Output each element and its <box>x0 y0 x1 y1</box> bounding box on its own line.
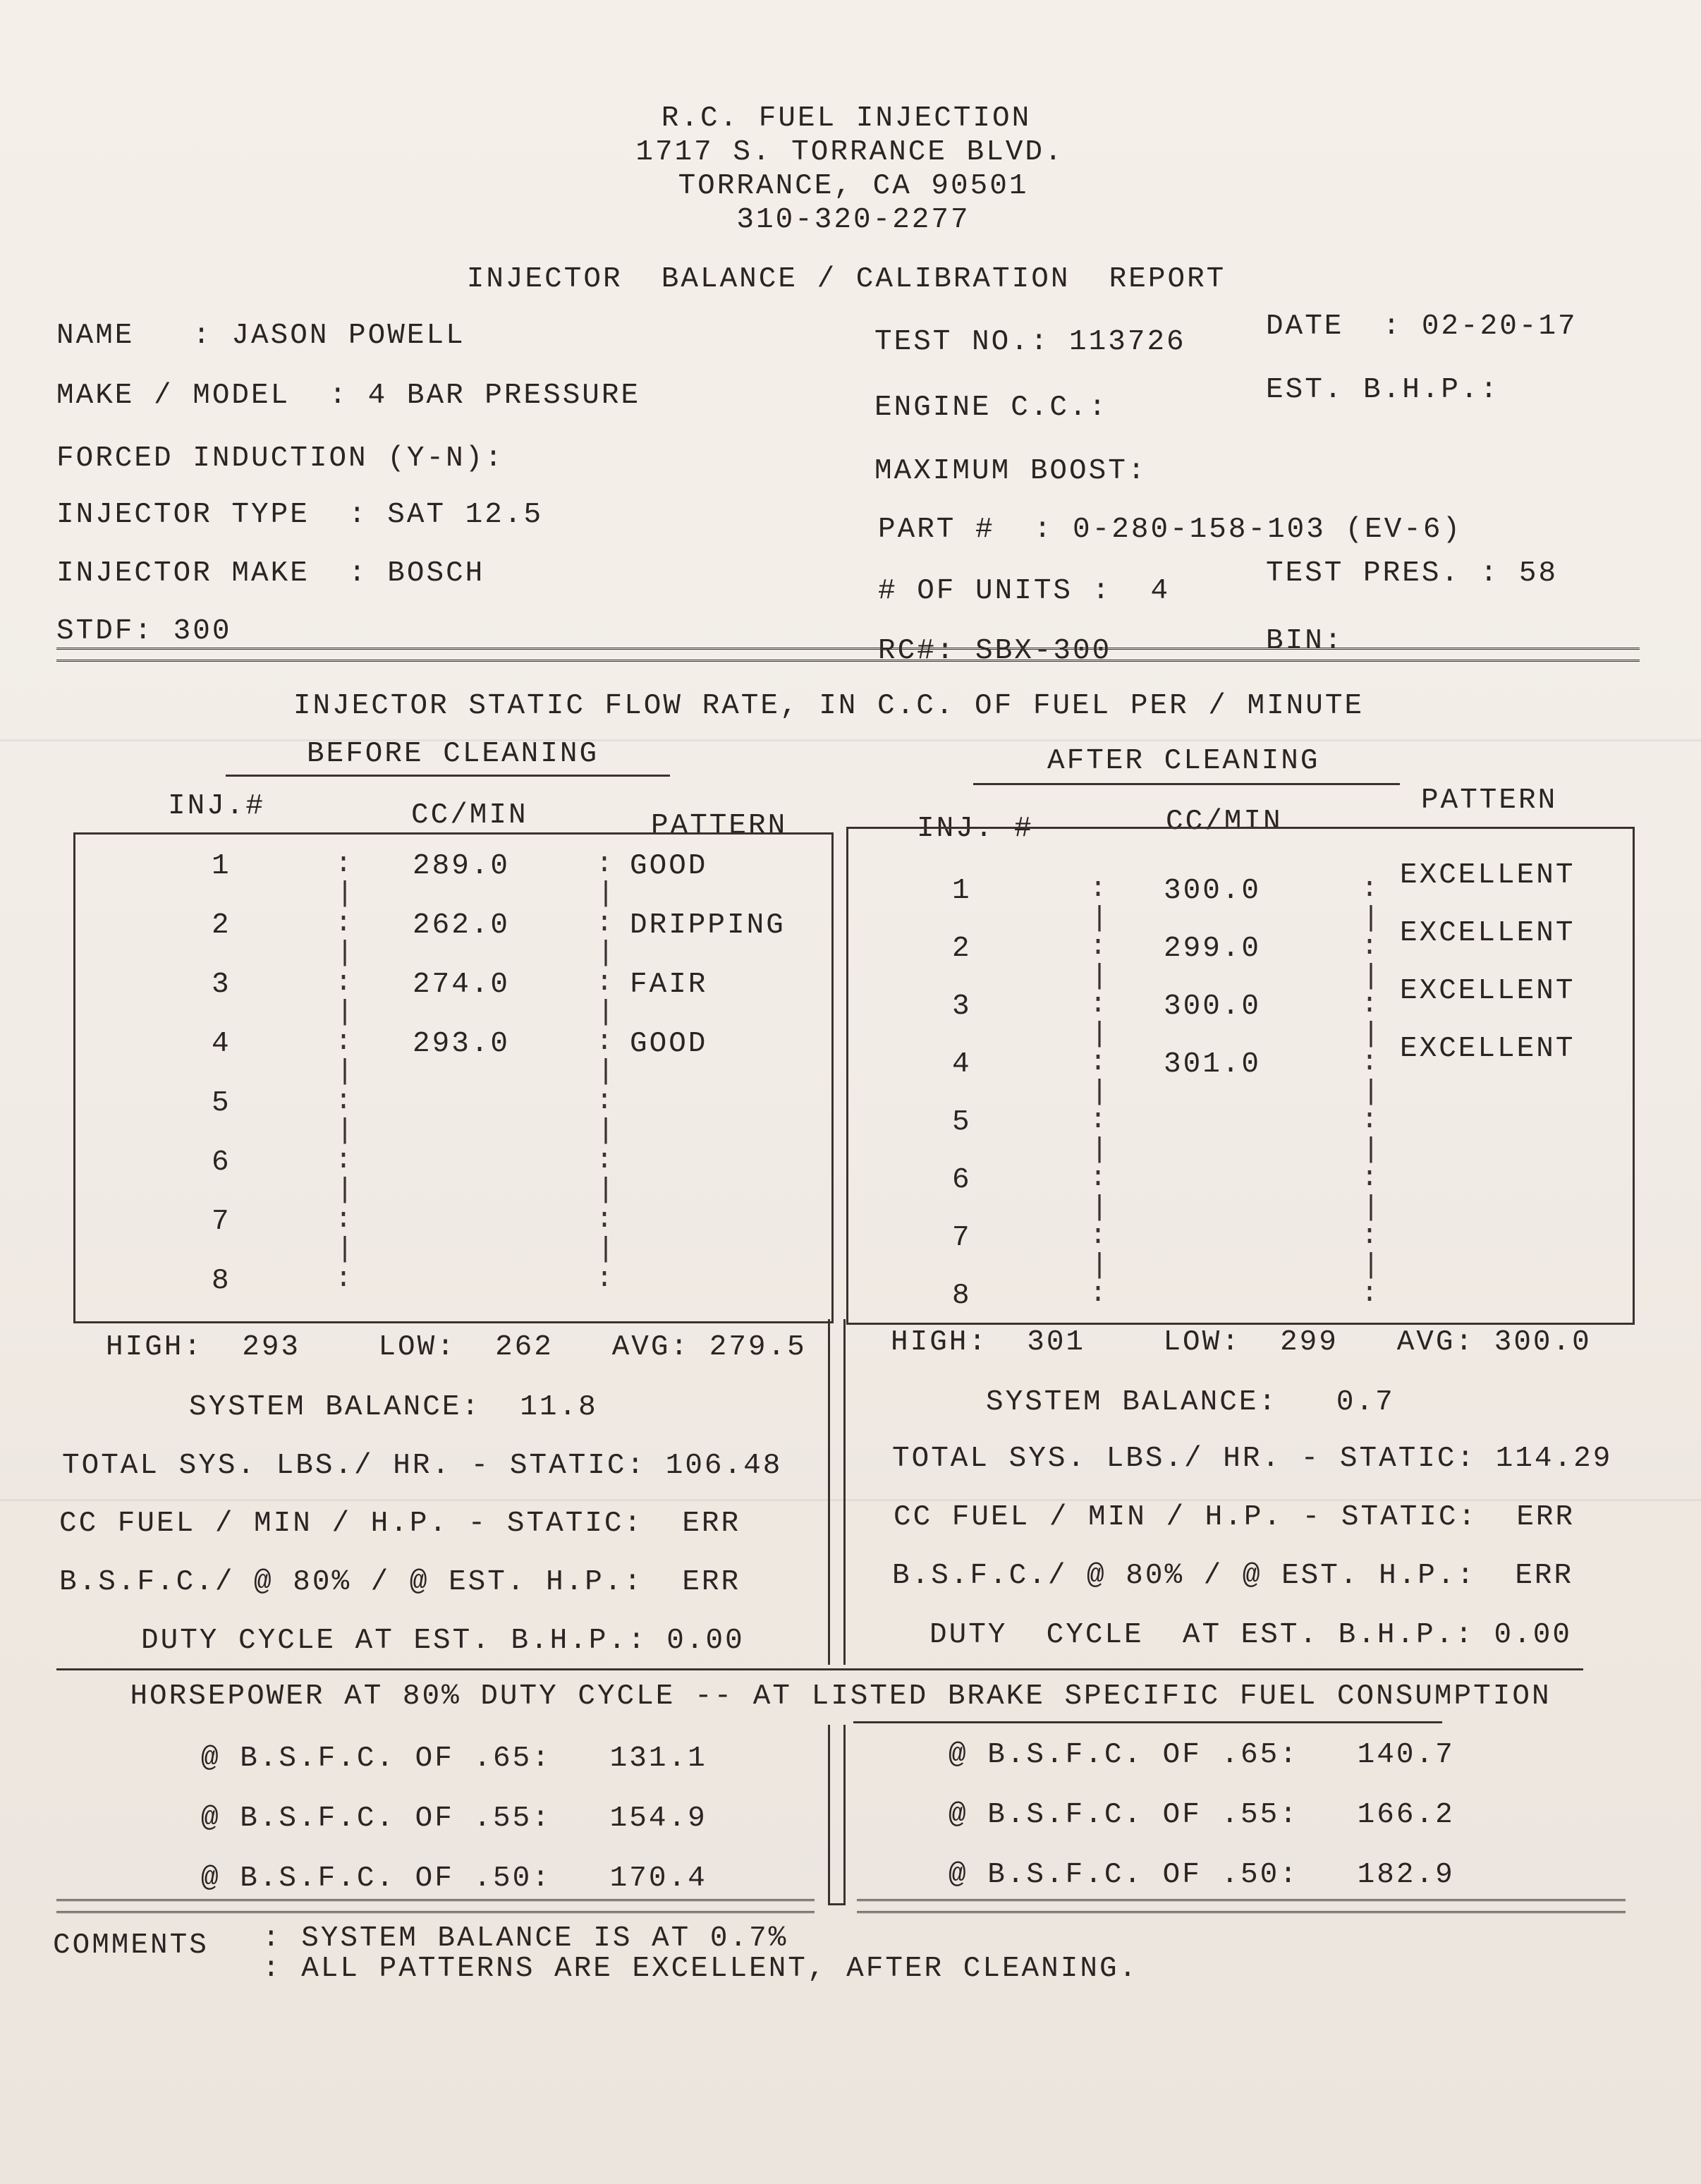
column-separator: : <box>596 908 614 940</box>
column-separator: | <box>1362 903 1380 935</box>
injector-make-field: INJECTOR MAKE : BOSCH <box>56 557 485 590</box>
injector-number: 5 <box>212 1087 231 1120</box>
after-heading-rule <box>973 783 1400 785</box>
after-col-ccmin: CC/MIN <box>1166 806 1283 838</box>
injector-number: 7 <box>212 1206 231 1238</box>
column-separator: | <box>1362 1192 1380 1224</box>
before-stats: HIGH: 293 LOW: 262 AVG: 279.5 <box>106 1331 807 1364</box>
column-separator: : <box>335 1145 353 1177</box>
column-separator: | <box>336 1175 354 1206</box>
before-heading-rule <box>226 775 670 777</box>
comment-line-1: : SYSTEM BALANCE IS AT 0.7% <box>262 1922 788 1955</box>
column-separator: : <box>1090 1220 1107 1252</box>
column-separator: : <box>1361 1047 1379 1079</box>
spray-pattern: GOOD <box>630 1028 708 1060</box>
column-separator: : <box>1361 1163 1379 1194</box>
injector-number: 2 <box>952 933 972 965</box>
injector-number: 6 <box>212 1146 231 1179</box>
spray-pattern: EXCELLENT <box>1400 859 1575 892</box>
column-separator: | <box>1091 961 1109 993</box>
bin-field: BIN: <box>1266 625 1344 657</box>
column-separator: | <box>336 997 354 1029</box>
double-rule <box>56 648 1640 662</box>
injector-number: 7 <box>952 1222 972 1254</box>
injector-number: 5 <box>952 1106 972 1139</box>
spray-pattern: EXCELLENT <box>1400 975 1575 1007</box>
after-duty-cycle: DUTY CYCLE AT EST. B.H.P.: 0.00 <box>929 1619 1572 1651</box>
maximum-boost-field: MAXIMUM BOOST: <box>874 455 1147 487</box>
column-separator: | <box>1362 961 1380 993</box>
injector-number: 2 <box>212 909 231 942</box>
column-separator: | <box>1362 1076 1380 1108</box>
column-separator: | <box>597 997 615 1029</box>
column-separator: | <box>1091 1019 1109 1050</box>
horsepower-title: HORSEPOWER AT 80% DUTY CYCLE -- AT LISTED BRAKE SPECIFIC FUEL CONSUMPTION <box>130 1680 1551 1713</box>
column-separator: : <box>596 967 614 999</box>
column-separator: | <box>1091 1134 1109 1166</box>
column-separator: : <box>335 1263 353 1295</box>
hp-after-065: @ B.S.F.C. OF .65: 140.7 <box>949 1739 1455 1771</box>
column-separator: | <box>1091 903 1109 935</box>
before-col-pattern: PATTERN <box>651 810 788 842</box>
column-separator: | <box>597 1115 615 1147</box>
after-col-pattern: PATTERN <box>1421 784 1558 817</box>
injector-number: 1 <box>212 850 231 882</box>
injector-number: 8 <box>952 1280 972 1312</box>
column-separator: : <box>1090 1047 1107 1079</box>
hp-title-rule <box>853 1721 1442 1723</box>
column-separator: | <box>336 1234 354 1266</box>
column-separator: | <box>1091 1192 1109 1224</box>
before-cleaning-table <box>73 832 834 1323</box>
before-duty-cycle: DUTY CYCLE AT EST. B.H.P.: 0.00 <box>141 1625 745 1657</box>
flow-rate-value: 299.0 <box>1164 933 1262 965</box>
column-separator: : <box>335 967 353 999</box>
date-field: DATE : 02-20-17 <box>1266 310 1578 343</box>
company-address-line1: 1717 S. TORRANCE BLVD. <box>635 136 1064 169</box>
spray-pattern: DRIPPING <box>630 909 786 942</box>
flow-rate-value: 289.0 <box>413 850 511 882</box>
hp-before-065: @ B.S.F.C. OF .65: 131.1 <box>201 1742 707 1775</box>
before-total-sys: TOTAL SYS. LBS./ HR. - STATIC: 106.48 <box>62 1450 783 1482</box>
comment-line-2: : ALL PATTERNS ARE EXCELLENT, AFTER CLEANING. <box>262 1953 1139 1985</box>
column-separator: : <box>1361 989 1379 1021</box>
flow-rate-value: 274.0 <box>413 969 511 1001</box>
column-separator: : <box>1090 1163 1107 1194</box>
column-separator: : <box>335 908 353 940</box>
before-col-ccmin: CC/MIN <box>411 799 528 832</box>
name-field: NAME : JASON POWELL <box>56 320 465 352</box>
column-separator: : <box>1361 1105 1379 1136</box>
center-divider <box>843 1319 846 1665</box>
column-separator: | <box>336 1056 354 1088</box>
engine-cc-field: ENGINE C.C.: <box>874 392 1109 424</box>
injector-type-field: INJECTOR TYPE : SAT 12.5 <box>56 499 544 531</box>
column-separator: : <box>1090 1278 1107 1310</box>
units-field: # OF UNITS : 4 <box>878 575 1171 607</box>
before-col-inj: INJ.# <box>168 790 266 823</box>
flow-rate-value: 300.0 <box>1164 990 1262 1023</box>
column-separator: : <box>335 1026 353 1058</box>
column-separator: : <box>1361 1278 1379 1310</box>
paper-fold <box>0 739 1701 741</box>
column-separator: : <box>335 849 353 880</box>
column-separator: | <box>1362 1134 1380 1166</box>
column-separator: : <box>596 1026 614 1058</box>
injector-number: 3 <box>952 990 972 1023</box>
column-separator: | <box>336 1115 354 1147</box>
company-address-line2: TORRANCE, CA 90501 <box>678 170 1029 202</box>
injector-number: 3 <box>212 969 231 1001</box>
stdf-field: STDF: 300 <box>56 615 232 648</box>
flow-rate-value: 300.0 <box>1164 875 1262 907</box>
section-rule <box>56 1668 1583 1670</box>
column-separator: : <box>335 1204 353 1236</box>
rc-number-field: RC#: SBX-300 <box>878 635 1112 667</box>
flow-rate-value: 262.0 <box>413 909 511 942</box>
column-separator: : <box>596 849 614 880</box>
flow-rate-title: INJECTOR STATIC FLOW RATE, IN C.C. OF FUEL PER / MINUTE <box>293 690 1365 722</box>
column-separator: : <box>335 1086 353 1117</box>
injector-number: 1 <box>952 875 972 907</box>
spray-pattern: FAIR <box>630 969 708 1001</box>
before-system-balance: SYSTEM BALANCE: 11.8 <box>189 1391 598 1424</box>
column-separator: | <box>597 1234 615 1266</box>
make-model-field: MAKE / MODEL : 4 BAR PRESSURE <box>56 380 641 412</box>
column-separator: : <box>1090 873 1107 905</box>
after-col-inj: INJ. # <box>917 813 1034 845</box>
column-separator: | <box>1091 1076 1109 1108</box>
after-stats: HIGH: 301 LOW: 299 AVG: 300.0 <box>891 1326 1592 1359</box>
center-divider <box>828 1319 830 1665</box>
column-separator: : <box>1361 873 1379 905</box>
double-rule <box>857 1899 1626 1913</box>
after-total-sys: TOTAL SYS. LBS./ HR. - STATIC: 114.29 <box>892 1443 1613 1475</box>
column-separator: | <box>1362 1019 1380 1050</box>
hp-divider <box>843 1725 846 1905</box>
injector-number: 4 <box>212 1028 231 1060</box>
company-phone: 310-320-2277 <box>736 204 970 236</box>
column-separator: : <box>596 1204 614 1236</box>
column-separator: : <box>1361 1220 1379 1252</box>
column-separator: | <box>597 1175 615 1206</box>
column-separator: : <box>1090 931 1107 963</box>
column-separator: | <box>597 1056 615 1088</box>
spray-pattern: EXCELLENT <box>1400 917 1575 950</box>
column-separator: | <box>1362 1250 1380 1282</box>
flow-rate-value: 293.0 <box>413 1028 511 1060</box>
test-pressure-field: TEST PRES. : 58 <box>1266 557 1559 590</box>
injector-number: 6 <box>952 1164 972 1196</box>
column-separator: : <box>596 1145 614 1177</box>
before-cc-fuel: CC FUEL / MIN / H.P. - STATIC: ERR <box>59 1507 741 1540</box>
hp-divider-base <box>828 1903 846 1905</box>
injector-number: 8 <box>212 1265 231 1297</box>
flow-rate-value: 301.0 <box>1164 1048 1262 1081</box>
hp-after-050: @ B.S.F.C. OF .50: 182.9 <box>949 1859 1455 1891</box>
column-separator: | <box>597 938 615 969</box>
spray-pattern: EXCELLENT <box>1400 1033 1575 1065</box>
company-name: R.C. FUEL INJECTION <box>661 102 1032 135</box>
test-number-field: TEST NO.: 113726 <box>874 326 1186 358</box>
part-number-field: PART # : 0-280-158-103 (EV-6) <box>878 514 1463 546</box>
column-separator: | <box>336 938 354 969</box>
column-separator: | <box>597 878 615 910</box>
hp-before-055: @ B.S.F.C. OF .55: 154.9 <box>201 1802 707 1835</box>
double-rule <box>56 1899 815 1913</box>
spray-pattern: GOOD <box>630 850 708 882</box>
hp-before-050: @ B.S.F.C. OF .50: 170.4 <box>201 1862 707 1895</box>
after-system-balance: SYSTEM BALANCE: 0.7 <box>986 1386 1395 1419</box>
column-separator: : <box>596 1086 614 1117</box>
column-separator: : <box>1090 1105 1107 1136</box>
column-separator: | <box>1091 1250 1109 1282</box>
after-cc-fuel: CC FUEL / MIN / H.P. - STATIC: ERR <box>894 1501 1575 1534</box>
est-bhp-field: EST. B.H.P.: <box>1266 374 1500 406</box>
after-cleaning-heading: AFTER CLEANING <box>1047 745 1320 777</box>
report-title: INJECTOR BALANCE / CALIBRATION REPORT <box>466 263 1226 296</box>
column-separator: : <box>1090 989 1107 1021</box>
before-cleaning-heading: BEFORE CLEANING <box>307 738 599 770</box>
hp-divider <box>828 1725 830 1905</box>
column-separator: | <box>336 878 354 910</box>
forced-induction-field: FORCED INDUCTION (Y-N): <box>56 442 504 475</box>
after-bsfc: B.S.F.C./ @ 80% / @ EST. H.P.: ERR <box>892 1560 1574 1592</box>
injector-number: 4 <box>952 1048 972 1081</box>
comments-label: COMMENTS <box>53 1929 209 1962</box>
before-bsfc: B.S.F.C./ @ 80% / @ EST. H.P.: ERR <box>59 1566 741 1598</box>
column-separator: : <box>1361 931 1379 963</box>
column-separator: : <box>596 1263 614 1295</box>
hp-after-055: @ B.S.F.C. OF .55: 166.2 <box>949 1799 1455 1831</box>
